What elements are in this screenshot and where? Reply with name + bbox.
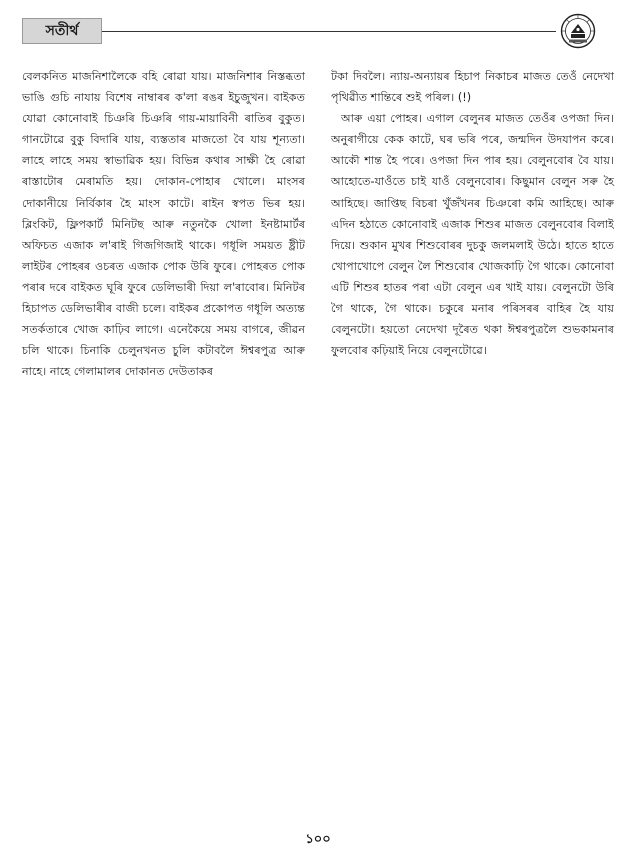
body-paragraph: টকা দিবলৈ। ন্যায়-অন্যায়ৰ হিচাপ নিকাচৰ মাজত তেওঁ নেদেখা পৃথিৱীত শান্তিৰে শুই পৰিল। (!) (331, 70, 614, 105)
magazine-title: সতীৰ্থ (45, 23, 79, 39)
left-text-column (22, 66, 305, 382)
right-text-column (331, 66, 614, 361)
body-paragraph: আৰু এয়া পোহৰ। এগাল বেলুনৰ মাজত তেওঁৰ ওপজা দিন। অনুৰাগীয়ে কেক কাটে, ঘৰ ভৰি পৰে, জন্মদিন উদযাপন কৰে। আকৌ শান্ত হৈ পৰে। ওপজা দিন পাৰ হয়। বেলুনবোৰ বৈ যায়। আহোতে-যাওঁতে চাই যাওঁ বেলুনবোৰ। কিছুমান বেলুন সৰু হৈ আহিছে। জাপ্তিছ বিচৰা খুঁজঁখনৰ চিঞৰো কমি আহিছে। আৰু এদিন হঠাতে কোনোবাই এজাক শিশুৰ মাজত বেলুনবোৰ বিলাই দিয়ে। শুকান মুখৰ শিশুবোৰৰ দুচকু জলমলাই উঠে। হাতে হাতে খোপাখোপে বেলুন লৈ শিশুবোৰ খোজকাঢ়ি গৈ থাকে। কোনোবা এটি শিশুৰ হাতৰ পৰা এটা বেলুন এৰ খাই যায়। বেলুনটো উৰি গৈ থাকে, গৈ থাকে। চকুৰে মনাৰ পৰিসৰৰ বাহিৰ হৈ যায় বেলুনটো। হয়তো নেদেখা দূৰৈত থকা ঈশ্বৰপুত্ৰলৈ শুভকামনাৰ ফুলবোৰ কঢ়িয়াই নিয়ে বেলুনটোৱে। (331, 112, 614, 358)
header-rule (102, 31, 556, 32)
body-paragraph: বেলকনিত মাজনিশালৈকে বহি ৰোৱা যায়। মাজনিশাৰ নিস্তব্ধতা ভাঙি গুচি নাযায় বিশেষ নাম্বাৰৰ ক'লা ৰঙৰ ইচুজুখন। বাইকত যোৱা কোনোবাই চিঞৰি চিঞৰি গায়-মায়াবিনী ৰাতিৰ বুকুত। গানটোৱে বুকু বিদাৰি যায়, ব্যস্ততাৰ মাজতো বৈ যায় শূন্যতা। লাহে লাহে সময় স্বাভাৱিক হয়। বিভিন্ন কথাৰ সাক্ষী হৈ ৰোৱা ৰাস্তাটোৰ মেৰামতি হয়। দোকান-পোহাৰ খোলে। মাংসৰ দোকানীয়ে নিৰ্বিকাৰ হৈ মাংস কাটে। ৰাইন স্বপত ভিৰ হয়। ব্লিংকিট, ফ্লিপকাৰ্ট মিনিটছ আৰু নতুনকৈ খোলা ইনষ্টামাৰ্টৰ অফিচত এজাক ল'ৰাই গিজগিজাই থাকে। গধূলি সময়ত ষ্ট্ৰীট লাইটৰ পোহৰৰ ওচৰত এজাক পোক উৰি ফুৰে। পোহৰত পোক পৰাৰ দৰে বাইকত ঘূৰি ফুৰে ডেলিভাৰী দিয়া ল'ৰাবোৰ। মিনিটৰ হিচাপত ডেলিভাৰীৰ বাজী চলে। বাইকৰ প্ৰকোপত গধূলি অত্যন্ত সতৰ্কতাৰে খোজ কাঢ়িব লাগে। এনেকৈয়ে সময় বাগৰে, জীৱন চলি থাকে। চিনাকি চেলুনখনত চুলি কটাবলৈ ঈশ্বৰপুত্ৰ আৰু নাহে। নাহে গেলামালৰ দোকানত দেউতাকৰ (22, 70, 305, 379)
page-number: ১০০ (305, 832, 331, 847)
magazine-title-tab (22, 18, 102, 44)
college-emblem-icon (560, 13, 596, 49)
